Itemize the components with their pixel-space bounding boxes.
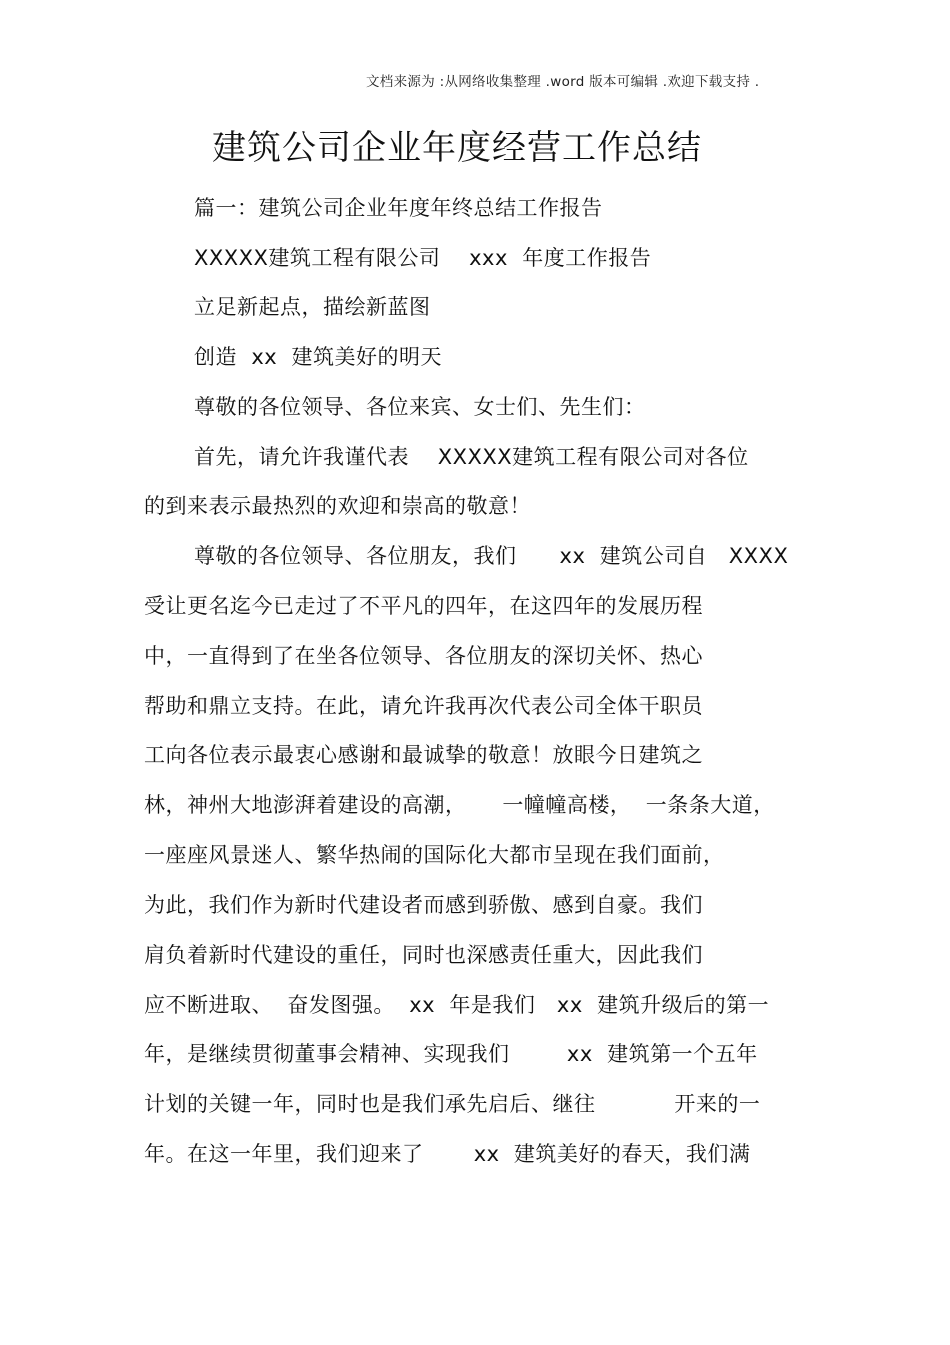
paragraph-line: 为此，我们作为新时代建设者而感到骄傲、感到自豪。我们 xyxy=(144,893,703,917)
paragraph-line: 计划的关键一年，同时也是我们承先启后、继往 开来的一 xyxy=(144,1092,761,1116)
paragraph-line: 篇一：建筑公司企业年度年终总结工作报告 xyxy=(194,196,603,220)
paragraph-line: 年。在这一年里，我们迎来了 xx 建筑美好的春天，我们满 xyxy=(144,1142,751,1166)
paragraph-line: 一座座风景迷人、繁华热闹的国际化大都市呈现在我们面前， xyxy=(144,843,725,867)
paragraph-line: 林，神州大地澎湃着建设的高潮， 一幢幢高楼， 一条条大道， xyxy=(144,793,775,817)
paragraph-line: 的到来表示最热烈的欢迎和崇高的敬意！ xyxy=(144,494,531,518)
document-title: 建筑公司企业年度经营工作总结 xyxy=(212,128,702,168)
paragraph-line: 应不断进取、 奋发图强。 xx 年是我们 xx 建筑升级后的第一 xyxy=(144,993,770,1017)
paragraph-line: 工向各位表示最衷心感谢和最诚挚的敬意！放眼今日建筑之 xyxy=(144,743,703,767)
header-note: 文档来源为 :从网络收集整理 .word 版本可编辑 .欢迎下载支持 . xyxy=(366,74,760,90)
paragraph-line: 首先，请允许我谨代表 XXXXX建筑工程有限公司对各位 xyxy=(194,445,749,469)
paragraph-line: 中，一直得到了在坐各位领导、各位朋友的深切关怀、热心 xyxy=(144,644,703,668)
paragraph-line: 受让更名迄今已走过了不平凡的四年，在这四年的发展历程 xyxy=(144,594,703,618)
paragraph-line: 肩负着新时代建设的重任，同时也深感责任重大，因此我们 xyxy=(144,943,703,967)
paragraph-line: 立足新起点，描绘新蓝图 xyxy=(194,295,431,319)
paragraph-line: 尊敬的各位领导、各位朋友，我们 xx 建筑公司自 XXXX xyxy=(194,544,789,568)
paragraph-line: 年，是继续贯彻董事会精神、实现我们 xx 建筑第一个五年 xyxy=(144,1042,758,1066)
paragraph-line: XXXXX建筑工程有限公司 xxx 年度工作报告 xyxy=(194,246,652,270)
paragraph-line: 尊敬的各位领导、各位来宾、女士们、先生们： xyxy=(194,395,646,419)
paragraph-line: 帮助和鼎立支持。在此，请允许我再次代表公司全体干职员 xyxy=(144,694,703,718)
paragraph-line: 创造 xx 建筑美好的明天 xyxy=(194,345,443,369)
